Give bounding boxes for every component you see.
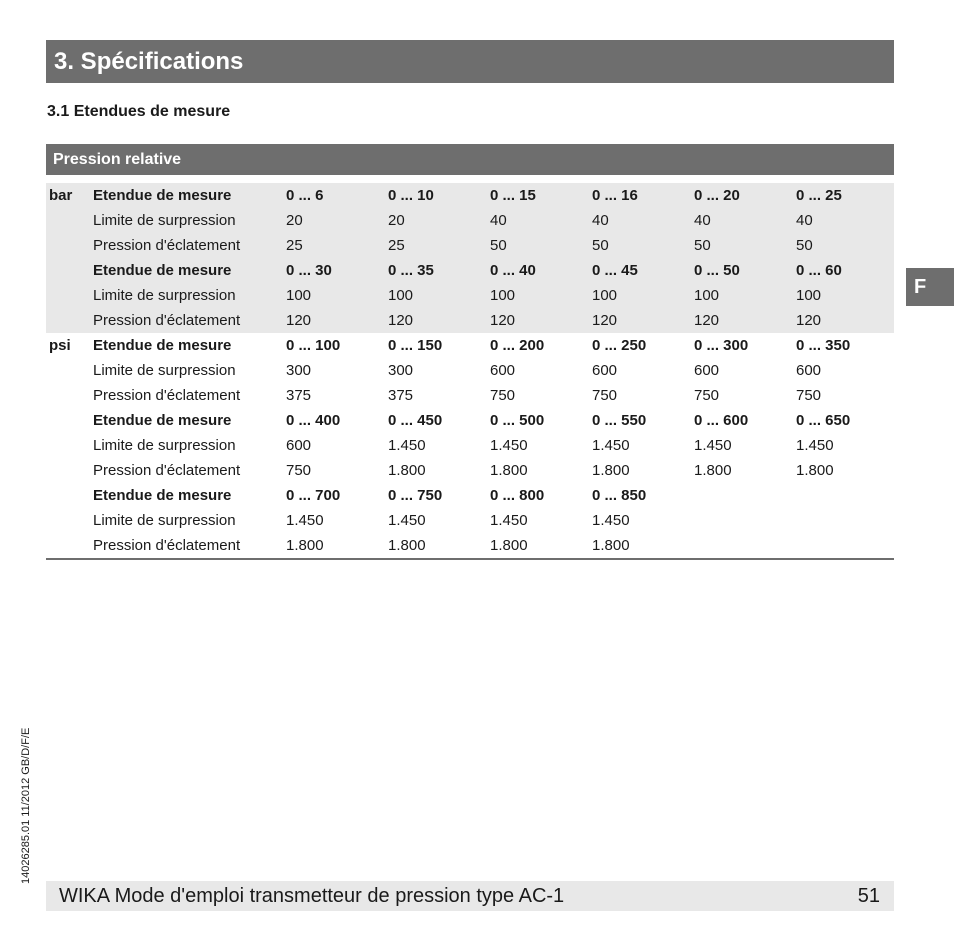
value-cell: 1.450 bbox=[592, 437, 630, 454]
value-cell: 1.450 bbox=[694, 437, 732, 454]
value-cell: 0 ... 200 bbox=[490, 337, 545, 354]
value-cell: 1.800 bbox=[388, 462, 426, 479]
value-cell: 1.450 bbox=[388, 512, 426, 529]
unit-cell bbox=[46, 458, 93, 483]
value-cell: 600 bbox=[694, 362, 720, 379]
unit-cell bbox=[46, 433, 93, 458]
language-tab: F bbox=[906, 268, 954, 306]
value-cell: 0 ... 60 bbox=[796, 258, 894, 283]
value-cell: 40 bbox=[796, 208, 894, 233]
value-cell: 750 bbox=[490, 387, 516, 404]
value-cell: 1.450 bbox=[286, 512, 324, 529]
value-cell: 300 bbox=[286, 362, 312, 379]
value-cell: 375 bbox=[388, 387, 414, 404]
value-cell: 0 ... 35 bbox=[388, 258, 490, 283]
value-cell: 100 bbox=[490, 283, 592, 308]
unit-cell bbox=[46, 208, 93, 233]
range-row bbox=[46, 258, 894, 283]
row-label: Pression d'éclatement bbox=[93, 233, 286, 258]
value-cell: 0 ... 600 bbox=[694, 412, 749, 429]
value-cell: 100 bbox=[592, 283, 694, 308]
value-cell: 20 bbox=[388, 208, 490, 233]
value-cell: 0 ... 6 bbox=[286, 183, 388, 208]
value-cell: 0 ... 25 bbox=[796, 183, 894, 208]
unit-cell bbox=[46, 283, 93, 308]
overpressure-row bbox=[46, 208, 894, 233]
value-cell: 0 ... 100 bbox=[286, 337, 341, 354]
value-cell: 1.800 bbox=[796, 462, 834, 479]
range-row bbox=[46, 483, 894, 508]
value-cell: 1.450 bbox=[490, 512, 528, 529]
value-cell: 0 ... 50 bbox=[694, 258, 796, 283]
value-cell bbox=[694, 533, 796, 558]
value-cell: 0 ... 650 bbox=[796, 412, 851, 429]
unit-cell bbox=[46, 308, 93, 333]
value-cell: 120 bbox=[796, 308, 894, 333]
psi-group bbox=[46, 333, 894, 558]
unit-cell bbox=[46, 383, 93, 408]
burst-row bbox=[46, 533, 894, 558]
value-cell: 0 ... 45 bbox=[592, 258, 694, 283]
row-label: Pression d'éclatement bbox=[93, 308, 286, 333]
value-cell: 0 ... 550 bbox=[592, 412, 647, 429]
bar-group bbox=[46, 183, 894, 333]
row-label: Limite de surpression bbox=[93, 208, 286, 233]
value-cell: 0 ... 300 bbox=[694, 337, 749, 354]
value-cell: 50 bbox=[694, 233, 796, 258]
unit-cell bbox=[46, 533, 93, 558]
value-cell: 50 bbox=[796, 233, 894, 258]
value-cell bbox=[694, 483, 796, 508]
unit-cell bbox=[46, 483, 93, 508]
value-cell: 1.450 bbox=[592, 512, 630, 529]
value-cell: 600 bbox=[592, 362, 618, 379]
value-cell: 1.800 bbox=[490, 537, 528, 554]
value-cell: 0 ... 40 bbox=[490, 258, 592, 283]
overpressure-row bbox=[46, 283, 894, 308]
row-label: Etendue de mesure bbox=[93, 487, 232, 504]
value-cell: 300 bbox=[388, 362, 414, 379]
row-label: Etendue de mesure bbox=[93, 258, 286, 283]
unit-cell bbox=[46, 233, 93, 258]
row-label: Limite de surpression bbox=[93, 283, 286, 308]
value-cell: 120 bbox=[490, 308, 592, 333]
value-cell: 100 bbox=[694, 283, 796, 308]
value-cell: 1.800 bbox=[286, 537, 324, 554]
value-cell: 0 ... 30 bbox=[286, 258, 388, 283]
value-cell: 50 bbox=[592, 233, 694, 258]
value-cell: 600 bbox=[490, 362, 516, 379]
row-label: Pression d'éclatement bbox=[93, 387, 241, 404]
value-cell bbox=[796, 508, 894, 533]
overpressure-row bbox=[46, 358, 894, 383]
value-cell: 20 bbox=[286, 208, 388, 233]
measuring-ranges-table-container bbox=[46, 183, 894, 560]
value-cell: 1.800 bbox=[592, 537, 630, 554]
burst-row bbox=[46, 458, 894, 483]
overpressure-row bbox=[46, 508, 894, 533]
value-cell bbox=[796, 483, 894, 508]
value-cell: 120 bbox=[694, 308, 796, 333]
value-cell: 0 ... 350 bbox=[796, 337, 851, 354]
range-row bbox=[46, 408, 894, 433]
value-cell: 100 bbox=[796, 283, 894, 308]
value-cell: 375 bbox=[286, 387, 312, 404]
row-label: Etendue de mesure bbox=[93, 183, 286, 208]
value-cell: 0 ... 750 bbox=[388, 487, 443, 504]
value-cell: 50 bbox=[490, 233, 592, 258]
value-cell: 750 bbox=[694, 387, 720, 404]
value-cell: 750 bbox=[592, 387, 618, 404]
unit-cell: bar bbox=[46, 183, 93, 208]
value-cell: 600 bbox=[286, 437, 312, 454]
value-cell: 1.450 bbox=[490, 437, 528, 454]
value-cell: 1.450 bbox=[388, 437, 426, 454]
value-cell: 750 bbox=[796, 387, 822, 404]
row-label: Limite de surpression bbox=[93, 512, 236, 529]
value-cell: 0 ... 150 bbox=[388, 337, 443, 354]
value-cell: 0 ... 450 bbox=[388, 412, 443, 429]
value-cell: 0 ... 10 bbox=[388, 183, 490, 208]
burst-row bbox=[46, 383, 894, 408]
table-title: Pression relative bbox=[46, 144, 894, 175]
unit-cell bbox=[46, 258, 93, 283]
value-cell: 0 ... 800 bbox=[490, 487, 545, 504]
range-row bbox=[46, 333, 894, 358]
value-cell: 0 ... 400 bbox=[286, 412, 341, 429]
row-label: Pression d'éclatement bbox=[93, 537, 241, 554]
value-cell: 120 bbox=[592, 308, 694, 333]
value-cell: 0 ... 250 bbox=[592, 337, 647, 354]
unit-cell bbox=[46, 358, 93, 383]
page-number: 51 bbox=[857, 885, 880, 907]
value-cell: 40 bbox=[490, 208, 592, 233]
value-cell: 1.800 bbox=[388, 537, 426, 554]
section-title: 3. Spécifications bbox=[46, 40, 894, 83]
row-label: Limite de surpression bbox=[93, 437, 236, 454]
value-cell: 0 ... 700 bbox=[286, 487, 341, 504]
value-cell: 25 bbox=[286, 233, 388, 258]
measuring-ranges-table bbox=[46, 183, 894, 558]
overpressure-row bbox=[46, 433, 894, 458]
value-cell: 1.450 bbox=[796, 437, 834, 454]
range-row bbox=[46, 183, 894, 208]
value-cell: 600 bbox=[796, 362, 822, 379]
value-cell: 40 bbox=[592, 208, 694, 233]
burst-row bbox=[46, 308, 894, 333]
value-cell: 25 bbox=[388, 233, 490, 258]
value-cell: 120 bbox=[388, 308, 490, 333]
footer-text: WIKA Mode d'emploi transmetteur de pression type AC-1 bbox=[59, 885, 565, 907]
value-cell: 0 ... 500 bbox=[490, 412, 545, 429]
unit-cell bbox=[46, 508, 93, 533]
row-label: Etendue de mesure bbox=[93, 412, 232, 429]
row-label: Etendue de mesure bbox=[93, 337, 232, 354]
value-cell bbox=[796, 533, 894, 558]
unit-cell bbox=[46, 408, 93, 433]
value-cell: 0 ... 15 bbox=[490, 183, 592, 208]
value-cell: 1.800 bbox=[694, 462, 732, 479]
document-code: 14026285.01 11/2012 GB/D/F/E bbox=[20, 727, 32, 884]
value-cell: 40 bbox=[694, 208, 796, 233]
unit-cell: psi bbox=[49, 337, 71, 354]
value-cell bbox=[694, 508, 796, 533]
footer bbox=[46, 881, 894, 911]
value-cell: 0 ... 16 bbox=[592, 183, 694, 208]
value-cell: 0 ... 850 bbox=[592, 487, 647, 504]
value-cell: 1.800 bbox=[592, 462, 630, 479]
value-cell: 0 ... 20 bbox=[694, 183, 796, 208]
value-cell: 100 bbox=[388, 283, 490, 308]
row-label: Pression d'éclatement bbox=[93, 462, 241, 479]
burst-row bbox=[46, 233, 894, 258]
value-cell: 750 bbox=[286, 462, 312, 479]
value-cell: 120 bbox=[286, 308, 388, 333]
row-label: Limite de surpression bbox=[93, 362, 236, 379]
value-cell: 1.800 bbox=[490, 462, 528, 479]
value-cell: 100 bbox=[286, 283, 388, 308]
subsection-title: 3.1 Etendues de mesure bbox=[47, 103, 231, 120]
